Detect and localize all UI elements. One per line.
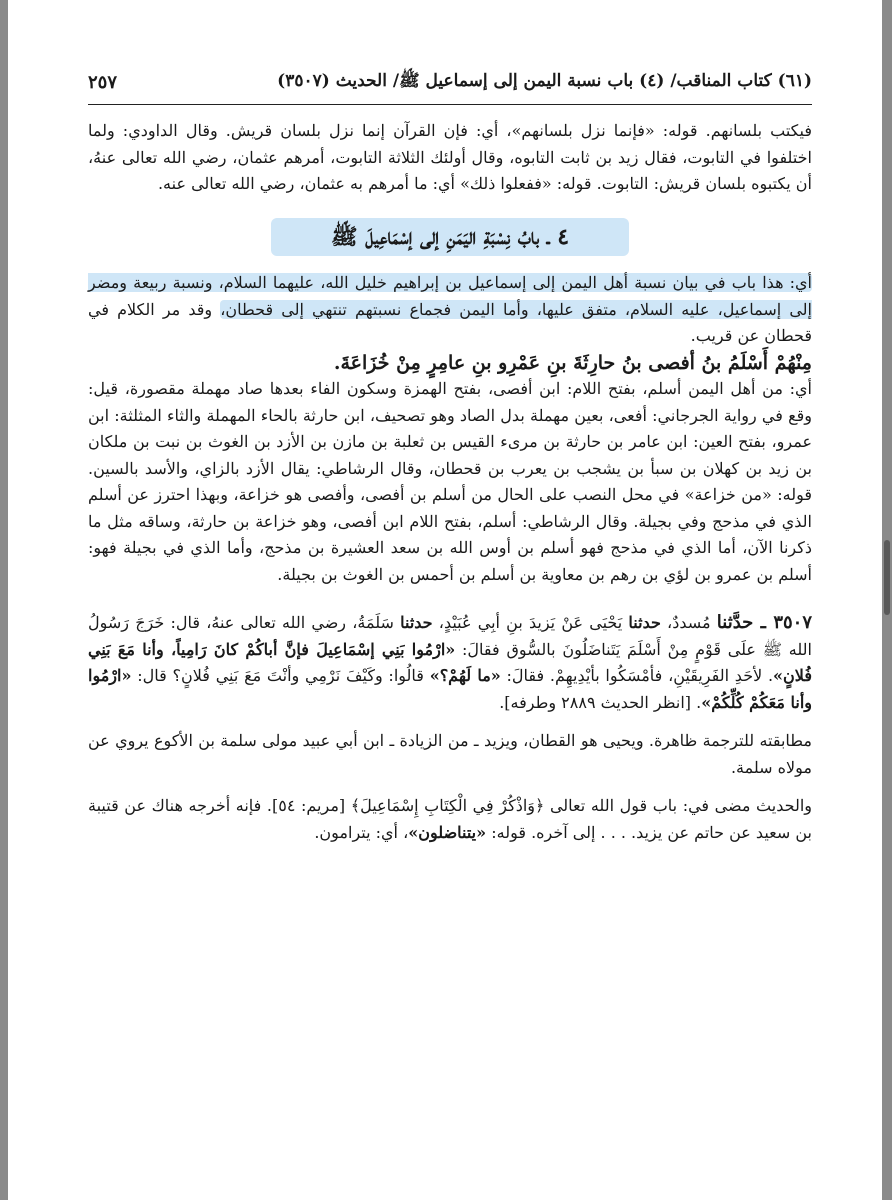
paragraph-3: أي: من أهل اليمن أسلم، بفتح اللام: ابن أفصى، بفتح الهمزة وسكون الفاء بعدها صاد مهملة مقصورة، قيل: وقع في رواية الجرجاني: أفعى، بعين مهملة بدل الصاد وهو تصحيف، ابن حارثة بالحاء المهملة والثاء المثلثة: ابن عمرو، بفتح العين: ابن عامر بن حارثة بن مرىء القيس بن ثعلبة بن مازن بن الأزد بن الغوث بن نبت بن ملكان بن زيد بن كهلان بن سبأ بن يشجب بن يعرب بن قحطان، وقال الرشاطي: يقال الأزد بالزاي، والأسد بالسين. قوله: «من خزاعة» في محل النصب على الحال من أسلم بن أفصى، وأفصى هو خزاعة، وبهذا احترز عن أسلم الذي في مذحج وفي بجيلة. وقال الرشاطي: أسلم، بفتح اللام ابن أفصى، وهو خزاعة بن حارثة، وساقه مثل ما ذكرنا الآن، أما الذي في مذحج فهو أسلم بن أوس الله بن سعد العشيرة بن مذحج، وأما الذي في بجيلة فهو: أسلم بن عمرو بن لؤي بن رهم بن معاوية بن أسلم بن أحمس بن الغوث بن بجيلة. [88,379,813,584]
spacer [88,781,812,793]
paragraph-4: مطابقته للترجمة ظاهرة. ويحيى هو القطان، ويزيد ـ من الزيادة ـ ابن أبي عبيد مولى سلمة بن الأكوع يروي عن مولاه سلمة. [88,731,812,777]
section-heading: ٤ ـ بابُ نِسْبَةِ اليَمَنِ إلى إسْمَاعِيلَ ﷺ [271,218,629,257]
header-title: (٦١) كتاب المناقب/ (٤) باب نسبة اليمن إلى إسماعيل ﷺ/ الحديث (٣٥٠٧) [277,70,812,91]
hadith-haddathana-3: حدثنا [400,613,433,632]
hadith-paragraph [88,610,812,716]
hadith-quote-1: «ارْمُوا بَنِي إسْمَاعِيلَ فإنَّ أباكُمْ كانَ رَامِياً، وأنا مَعَ بَنِي فُلانٍ» [88,639,812,685]
paragraph-5 [88,793,812,846]
hadith-part-1: مُسددٌ، [660,613,717,632]
paragraph-5-text-2: ، أي: يترامون. [314,822,409,842]
paragraph-5-bold: «يتناضلون» [408,822,487,842]
scrollbar-thumb[interactable] [884,540,890,615]
hadith-haddathana-2: حدثنا [628,613,661,632]
hadith-part-4: . لأحَدِ الفَرِيقَيْنِ، فأمْسَكُوا بأيْدِيهِمْ. فقالَ: [500,666,774,685]
hadith-part-5: قالُوا: وكَيْفَ نَرْمِي وأنْتَ مَعَ بَنِي فُلانٍ؟ قال: [131,666,430,685]
header-rule [88,104,812,105]
paragraph-5-text-1: والحديث مضى في: باب قول الله تعالى ﴿وَاذْكُرْ فِي الْكِتَابِ إِسْمَاعِيلَ﴾ [مريم: ٥٤]. فإنه أخرجه هناك عن قتيبة بن سعيد عن حاتم عن يزيد. . . . إلى آخره. قوله: [88,796,812,842]
paragraph-2 [88,270,812,350]
running-header [88,66,812,98]
hadith-part-2: يَحْيَى عَنْ يَزيدَ بنِ أبِي عُبَيْدٍ، [432,613,629,632]
paragraph-1: فيكتب بلسانهم. قوله: «فإنما نزل بلسانهم»، أي: فإن القرآن إنما نزل بلسان قريش. وقال الداودي: ولما اختلفوا في التابوت، فقال زيد بن ثابت التابوه، وقال أولئك الثلاثة التابوت، أمرهم عثمان، رضي الله تعالى عنهُ، أن يكتبوه بلسان قريش: التابوت. قوله: «ففعلوا ذلك» أي: ما أمرهم به عثمان، رضي الله تعالى عنه. [88,121,813,193]
spacer [88,716,812,728]
section-heading-wrap [88,218,812,257]
spacer [88,588,812,610]
hadith-part-3: سَلَمَةُ، رضي الله تعالى عنهُ، قال: خَرَجَ رَسُولُ الله ﷺ علَى قَوْمٍ مِنْ أَسْلَمَ يَتَناضَلُونَ بالسُّوق فقالَ: [88,613,812,659]
document-page [8,0,882,1200]
page-content [88,118,812,846]
hadith-number: ٣٥٠٧ ـ حدَّثنا [716,612,813,633]
hadith-part-6: . [انظر الحديث ٢٨٨٩ وطرفه]. [499,692,702,712]
paragraph-2-rest: وقد مر الكلام في قحطان عن قريب. [88,299,812,345]
top-strip [8,0,882,22]
sub-heading: مِنْهُمْ أَسْلَمُ بنُ أفصى بنُ حارِثَةَ بنِ عَمْرِو بنِ عامِرٍ مِنْ خُزَاعَةَ. [333,351,812,374]
hadith-quote-2: «ما لَهُمْ؟» [429,666,501,685]
highlighted-text: أي: هذا باب في بيان نسبة أهل اليمن إلى إسماعيل بن إبراهيم خليل الله، عليهما السلام، ونسبة ربيعة ومضر إلى إسماعيل، عليه السلام، متفق عليها، وأما اليمن فجماع نسبتهم تنتهي إلى قحطان، [88,273,812,319]
hadith-quote-3: «ارْمُوا وأنا مَعَكُمْ كُلِّكُمْ» [88,666,812,712]
page-number: ٢٥٧ [88,71,118,93]
